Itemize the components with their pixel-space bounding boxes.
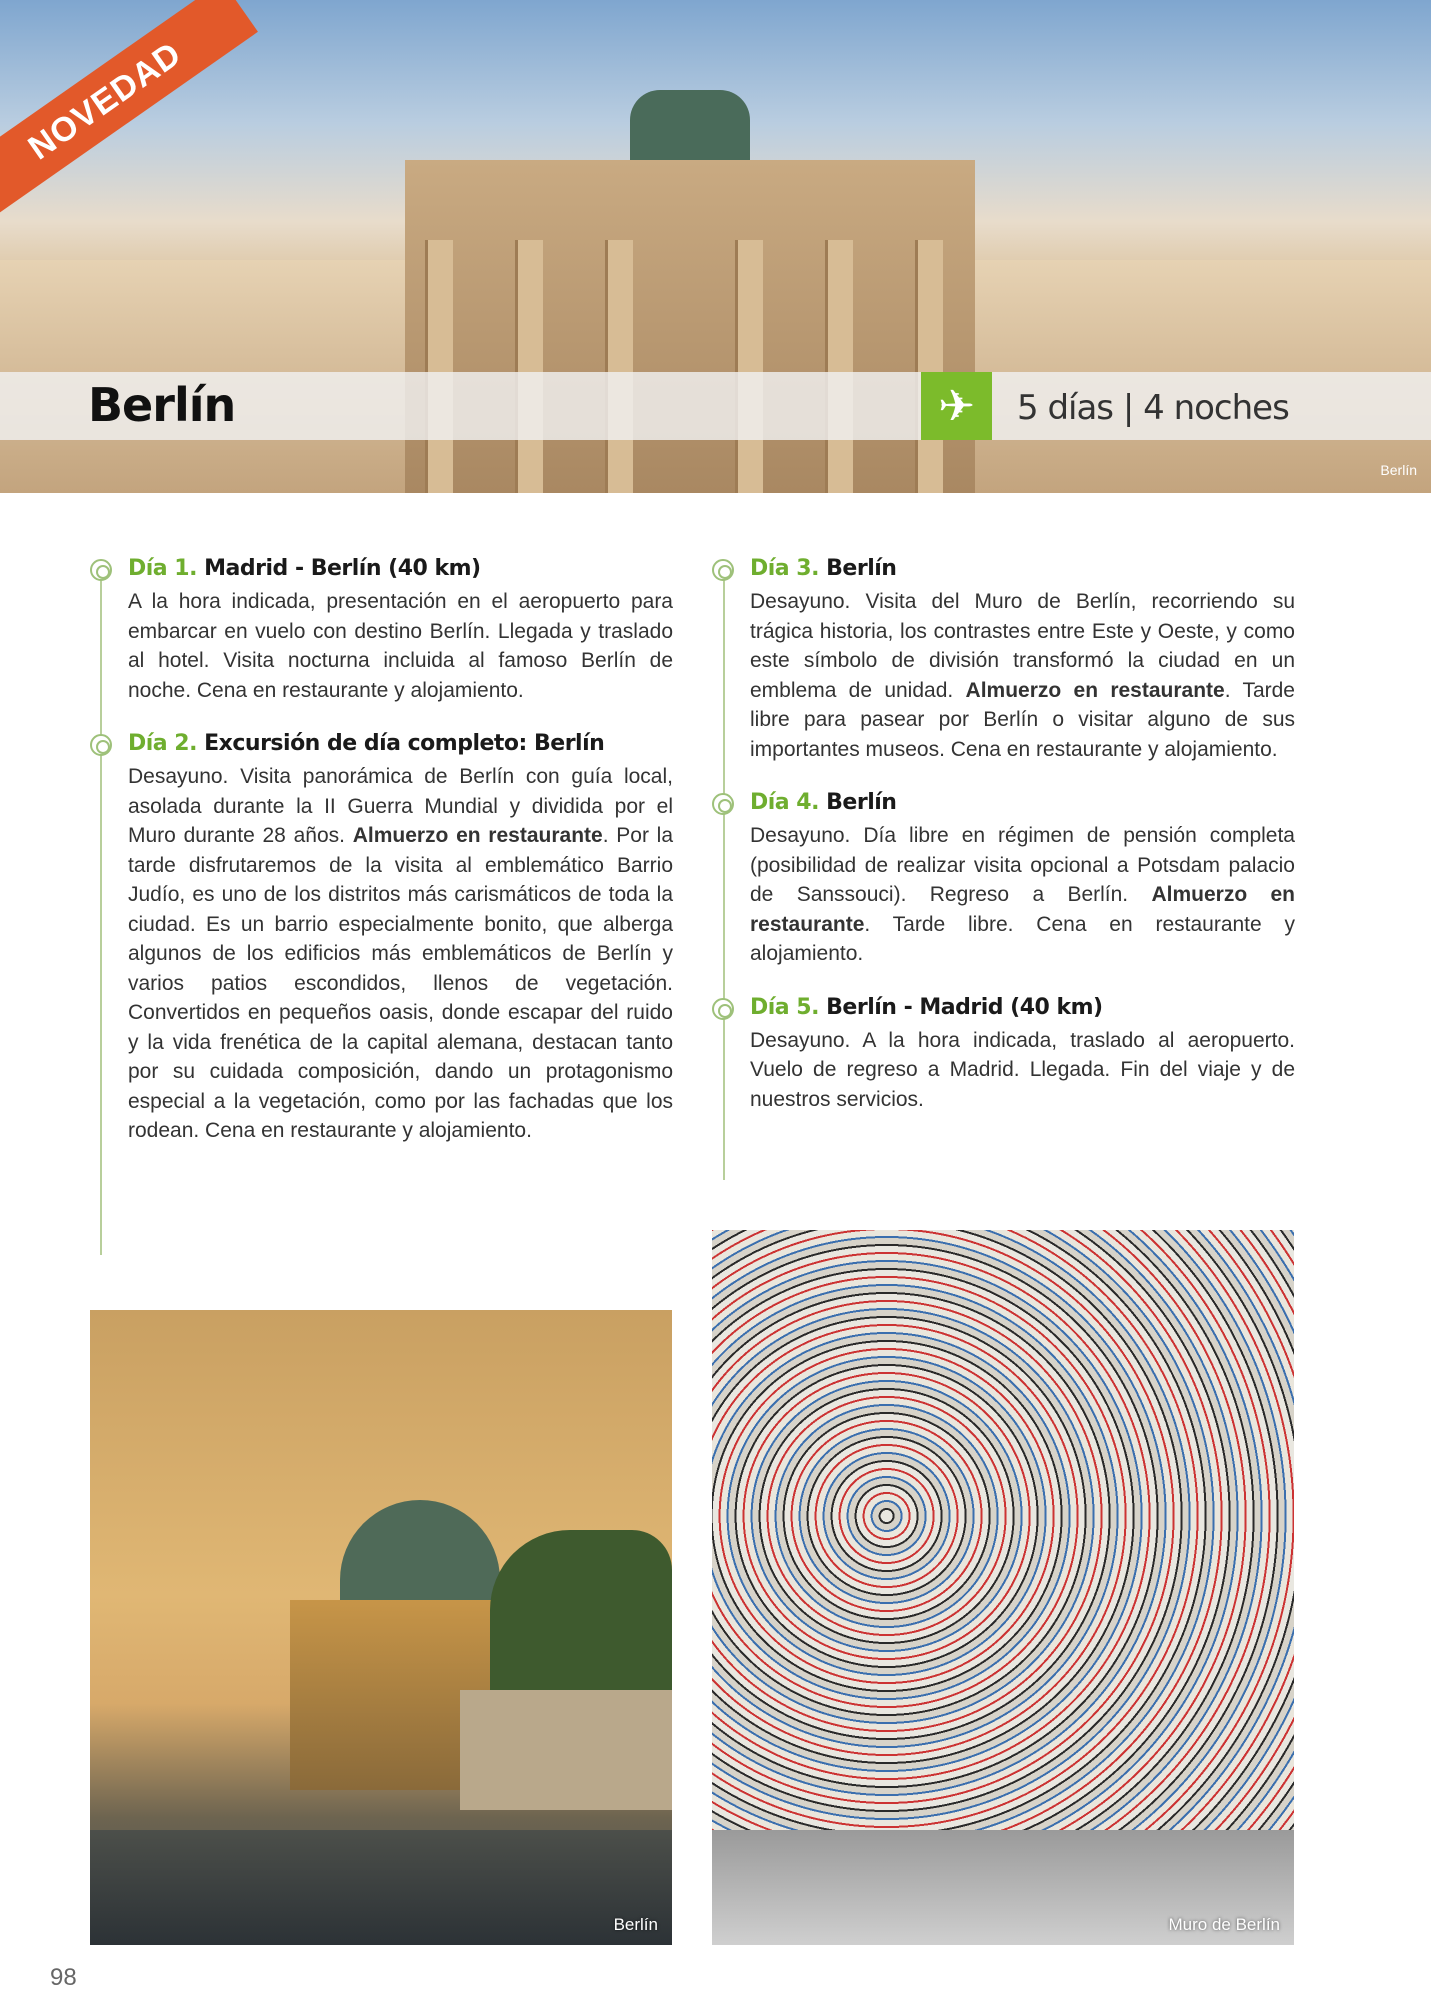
photo-berlin-wall (712, 1230, 1294, 1945)
description-text: Desayuno. A la hora indicada, traslado al aeropuerto. Vuelo de regreso a Madrid. Llegada. Fin del viaje y de nuestros servicios. (750, 1028, 1295, 1111)
duration-separator: | (1122, 388, 1134, 428)
day-title: Madrid - Berlín (40 km) (204, 556, 481, 581)
description-text: Desayuno. Día libre en régimen de pensión completa (posibilidad de realizar visita opcional a Potsdam palacio de Sanssouci). Regreso a Berlín. (750, 824, 1295, 906)
timeline-dot-icon (712, 559, 734, 581)
highlight-meal: Almuerzo en restaurante (750, 883, 1295, 936)
timeline-dot-icon (712, 793, 734, 815)
description-text: Desayuno. Visita panorámica de Berlín con guía local, asolada durante la II Guerra Mundial y dividida por el Muro durante 28 años. (128, 765, 673, 847)
airplane-icon: ✈ (921, 372, 992, 440)
highlight-meal: Almuerzo en restaurante (352, 824, 603, 847)
description-text: . Tarde libre. Cena en restaurante y alojamiento. (750, 912, 1295, 965)
hero-caption: Berlín (1380, 462, 1417, 478)
day-title: Berlín - Madrid (40 km) (826, 994, 1103, 1020)
duration-days: 5 días (1017, 388, 1114, 428)
day-title: Berlín (826, 556, 897, 581)
day-heading (750, 556, 1295, 581)
page-number: 98 (50, 1964, 77, 1991)
itinerary-day-5 (750, 995, 1295, 1115)
description-text: A la hora indicada, presentación en el aeropuerto para embarcar en vuelo con destino Berlín. Llegada y traslado al hotel. Visita nocturna incluida al famoso Berlín de noche. Cena en restaurante y alojamiento. (128, 590, 673, 702)
day-heading (128, 731, 673, 756)
photo-caption-berlin: Berlín (613, 1915, 658, 1934)
hero-quadriga (630, 90, 750, 160)
day-label: Día 3. (750, 556, 819, 581)
itinerary-day-2 (128, 731, 673, 1146)
day-label: Día 2. (128, 731, 197, 756)
duration-nights: 4 noches (1143, 388, 1289, 428)
photo-berlin-cathedral (90, 1310, 672, 1945)
day-heading (128, 556, 673, 581)
timeline-dot-icon (712, 998, 734, 1020)
day-description (128, 587, 673, 705)
day-heading (750, 790, 1295, 815)
hero-gate (405, 160, 975, 493)
description-text: . Por la tarde disfrutaremos de la visita al emblemático Barrio Judío, es uno de los distritos más carismáticos de toda la ciudad. Es un barrio especialmente bonito, que alberga algunos de los edificios más emblemáticos de Berlín y varios patios escondidos, llenos de vegetación. Convertidos en pequeños oasis, donde escapar del ruido y la vida frenética de la capital alemana, destacan tanto por su cuidada composición, dando un protagonismo especial a la vegetación, como por las fachadas que los rodean. Cena en restaurante y alojamiento. (128, 824, 673, 1142)
timeline-dot-icon (90, 559, 112, 581)
day-label: Día 1. (128, 556, 197, 581)
day-label: Día 5. (750, 994, 819, 1020)
itinerary-day-4 (750, 790, 1295, 969)
description-text: . Tarde libre para pasear por Berlín o visitar alguno de sus importantes museos. Cena en restaurante y alojamiento. (750, 678, 1295, 761)
day-description (750, 587, 1295, 764)
timeline-line-left (100, 560, 102, 1255)
day-title: Berlín (826, 790, 897, 815)
day-description (750, 821, 1295, 969)
itinerary-day-3 (750, 556, 1295, 764)
day-title: Excursión de día completo: Berlín (204, 731, 605, 756)
day-heading (750, 995, 1295, 1020)
novedad-badge: NOVEDAD (0, 0, 258, 221)
itinerary-column-right (750, 556, 1295, 1140)
day-description (128, 762, 673, 1146)
description-text: Desayuno. Visita del Muro de Berlín, recorriendo su trágica historia, los contrastes entre Este y Oeste, y como este símbolo de división transformó la ciudad en un emblema de unidad. (750, 590, 1295, 702)
photo-caption-muro: Muro de Berlín (1168, 1915, 1280, 1934)
day-label: Día 4. (750, 790, 819, 815)
day-description (750, 1026, 1295, 1115)
page-title: Berlín (88, 378, 236, 432)
highlight-meal: Almuerzo en restaurante (965, 678, 1225, 702)
duration (1017, 388, 1289, 428)
timeline-dot-icon (90, 734, 112, 756)
itinerary-day-1 (128, 556, 673, 705)
itinerary-column-left (128, 556, 673, 1172)
timeline-line-right (723, 560, 725, 1180)
